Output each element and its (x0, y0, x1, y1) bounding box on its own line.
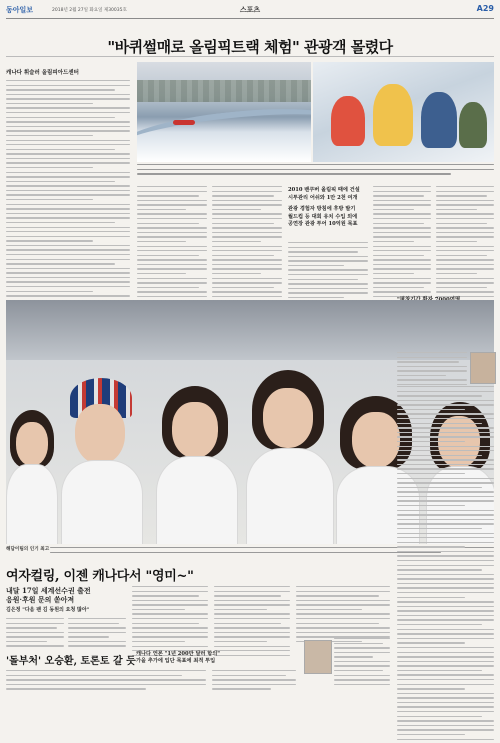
masthead (6, 4, 494, 19)
mid-column-5-text (436, 186, 494, 300)
mid-headline-line-4: 월드컵 등 대회 유치 수입 외에 (288, 213, 358, 220)
oh-text-col-1 (6, 670, 206, 693)
page-number: A29 (476, 4, 494, 13)
left-column-text (6, 80, 130, 309)
mid-headline (288, 187, 370, 229)
section-title: 스포츠 (239, 6, 261, 14)
oh-subheads (136, 651, 220, 665)
curling-headline: 여자컬링, 이젠 캐나다서 "영미~" (6, 569, 194, 584)
oh-text-col-2 (212, 670, 296, 693)
oh-text-col-3 (334, 638, 390, 688)
top-photo-caption (137, 164, 494, 180)
bobsled-track-photo (137, 62, 311, 162)
mid-column-1-text (137, 186, 207, 310)
mid-headline-line-2: 시투관리 어쉬와 1만 2천 여개 (288, 194, 358, 201)
doctor-portrait (470, 352, 496, 384)
mid-column-3-text (288, 242, 368, 302)
right-column-text (397, 386, 494, 743)
mid-headline-line-5: 공연장 관광 투어 10억원 목표 (288, 221, 358, 227)
oh-subhead-1: 캐나다 언론 "1년 200만 달러 합의" (136, 651, 220, 657)
curling-text-col-1 (6, 618, 64, 650)
headline-rule (6, 56, 494, 57)
right-column-text-top (397, 352, 467, 389)
curling-subheads (6, 586, 126, 615)
mid-column-4-text (373, 186, 431, 310)
mid-headline-line-3: 관광 경험자 방침에 후방 발기 (288, 206, 356, 212)
newspaper-logo: 동아일보 (6, 6, 34, 14)
curling-text-col-5 (296, 586, 390, 646)
curling-subhead-3: 김은정 "다음 팬 김 동원의 요청 많아" (6, 607, 90, 613)
curling-text-col-4 (214, 586, 290, 659)
curling-text-col-3 (132, 586, 208, 659)
top-headline: "바퀴썰매로 올림픽트랙 체험" 관광객 몰렸다 (107, 38, 393, 56)
curling-subhead-2: 응원·후원 문의 쏟아져 (6, 595, 75, 604)
curling-text-col-2 (68, 618, 126, 650)
left-kicker: 캐나다 휘슬러 올림피아드센터 (6, 70, 79, 76)
curling-subhead-1: 내달 17일 세계선수권 출전 (6, 586, 91, 595)
issue-date: 2018년 2월 27일 화요일 제30035호 (52, 8, 127, 13)
oh-subhead-2: 가을 추가에 입단 목표에 최적 투입 (136, 658, 216, 665)
oh-seunghwan-headline: '돌부처' 오승환, 토론토 갈 듯 (6, 656, 136, 667)
oh-seunghwan-photo (304, 640, 332, 674)
mid-headline-line-1: 2010 밴쿠버 올림픽 때에 건설 (288, 187, 360, 193)
caption-label: 해담이팀의 인기 최고 (6, 547, 50, 552)
sled-riders-photo (313, 62, 494, 162)
mid-column-2-text (212, 186, 282, 310)
